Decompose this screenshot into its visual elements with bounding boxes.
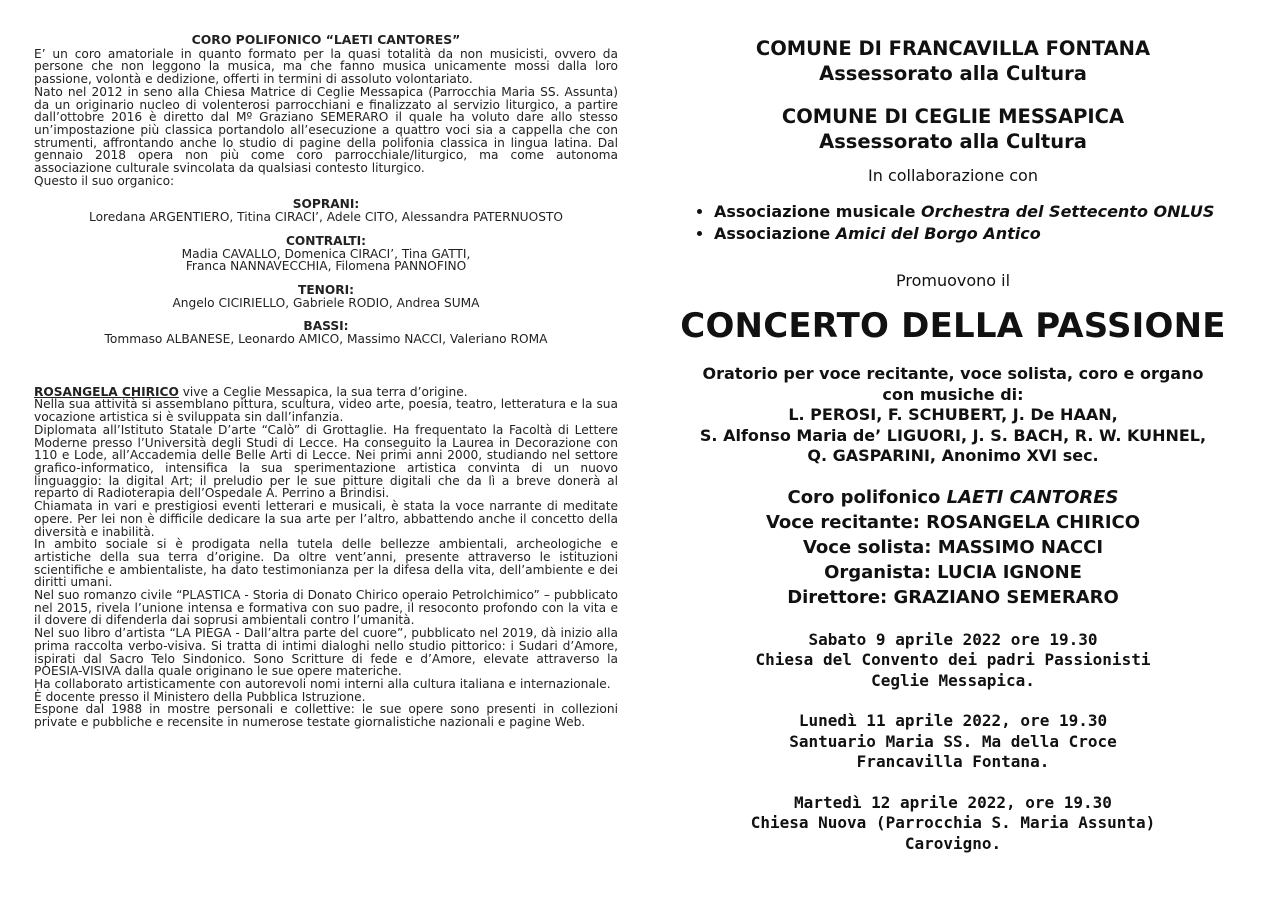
performer-line: Voce solista: MASSIMO NACCI (802, 536, 1104, 558)
association-item (714, 223, 1246, 245)
association-prefix: Associazione (714, 224, 836, 243)
association-prefix: Associazione musicale (714, 202, 922, 221)
city-line: Carovigno. (904, 833, 1002, 853)
bio-paragraph: Diplomata all’Istituto Statale D’arte “Calò” di Grottaglie. Ha frequentato la Facoltà di Lettere Moderne presso l’Università degli Studi di Lecce. Ha conseguito la Laurea in Decorazione con 110 e Lode, all’Accademia delle Belle Arti di Lecce. Nei primi anni 2000, studiando nel settore grafico-informatico, intensifica la sua sperimentazione artistica convinta di un nuovo linguaggio: la digital Art; il preludio per le sue pitture digitali che da lì a breve donerà al reparto di Radioterapia dell’Ospedale A. Perrino a Brindisi. (34, 422, 618, 501)
bio-paragraph: Nella sua attività si assemblano pittura, scultura, video arte, poesia, teatro, letteratura e la sua vocazione artistica si è sviluppata sin dall’infanzia. (34, 397, 618, 425)
bio-paragraph: Ha collaborato artisticamente con autorevoli nomi interni alla cultura italiana e internazionale. (34, 676, 611, 691)
bio-first-line: vive a Ceglie Messapica, la sua terra d’origine. (178, 384, 468, 399)
intro-paragraph: Questo il suo organico: (34, 173, 175, 188)
performer-line: Organista: LUCIA IGNONE (824, 561, 1082, 583)
assessorato-ceglie: Assessorato alla Cultura (819, 130, 1087, 153)
voice-heading-tenori: TENORI: (298, 282, 354, 297)
oratorio-line: S. Alfonso Maria de’ LIGUORI, J. S. BACH, R. W. KUHNEL, (699, 425, 1207, 445)
date-block (660, 630, 1246, 692)
venue-line: Santuario Maria SS. Ma della Croce (789, 731, 1117, 751)
comune-ceglie: COMUNE DI CEGLIE MESSAPICA (781, 105, 1125, 128)
date-line: Lunedì 11 aprile 2022, ore 19.30 (798, 711, 1108, 730)
voice-names-tenori: Angelo CICIRIELLO, Gabriele RODIO, Andrea SUMA (172, 295, 480, 310)
bio-paragraph: Nel suo romanzo civile “PLASTICA - Storia di Donato Chirico operaio Petrolchimico” – pubblicato nel 2015, rivela l’unione intensa e formativa con suo padre, il resoconto profondo con la vita e il dovere di difenderla dai soprusi ambientali contro l’umanità. (34, 588, 618, 628)
voice-heading-bassi: BASSI: (303, 319, 349, 334)
comune-francavilla: COMUNE DI FRANCAVILLA FONTANA (755, 37, 1151, 60)
bio-name: ROSANGELA CHIRICO (34, 384, 179, 399)
venue-line: Chiesa del Convento dei padri Passionisti (755, 650, 1151, 669)
association-list (660, 201, 1246, 245)
coro-prefix: Coro polifonico (787, 486, 947, 508)
date-line: Sabato 9 aprile 2022 ore 19.30 (808, 629, 1098, 649)
bio-paragraph: Nel suo libro d’artista “LA PIEGA - Dall’altra parte del cuore”, pubblicato nel 2019, dà inizio alla prima raccolta verbo-visiva. Si tratta di intimi dialoghi nello studio pittorico: i Sudari d’Amore, ispirati dal Sacro Telo Sindonico. Sono Scritture di fede e d’Amore, elevate attraverso la POESIA-VISIVA dalla quale originano le sue opere materiche. (34, 626, 618, 679)
voice-heading-soprani: SOPRANI: (292, 197, 360, 212)
bio-section (34, 386, 618, 729)
oratorio-line: con musiche di: (882, 384, 1024, 404)
oratorio-line: L. PEROSI, F. SCHUBERT, J. De HAAN, (788, 405, 1118, 424)
voice-names-bassi: Tommaso ALBANESE, Leonardo AMICO, Massimo NACCI, Valeriano ROMA (104, 332, 548, 347)
date-block (660, 793, 1246, 855)
city-line: Ceglie Messapica. (871, 670, 1035, 690)
performers (660, 485, 1246, 610)
date-block (660, 711, 1246, 773)
voice-names-contralti: Franca NANNAVECCHIA, Filomena PANNOFINO (185, 259, 467, 274)
collaboration-label: In collaborazione con (868, 166, 1038, 185)
bio-paragraph: È docente presso il Ministero della Pubblica Istruzione. (34, 689, 366, 704)
assessorato-francavilla: Assessorato alla Cultura (819, 62, 1087, 85)
bio-paragraph: In ambito sociale si è prodigata nella tutela delle bellezze ambientali, archeologiche e artistiche della sua terra d’origine. Da oltre vent’anni, presente attraverso le istituzioni scientifiche e ambientaliste, ha dato testimonianza per la difesa della vita, dell’ambiente e dei diritti umani. (34, 537, 618, 590)
oratorio-line: Oratorio per voce recitante, voce solista, coro e organo (702, 364, 1204, 383)
date-line: Martedì 12 aprile 2022, ore 19.30 (794, 792, 1112, 812)
performer-line: Voce recitante: ROSANGELA CHIRICO (765, 511, 1141, 533)
oratorio-line: Q. GASPARINI, Anonimo XVI sec. (807, 446, 1099, 465)
voice-names-soprani: Loredana ARGENTIERO, Titina CIRACI’, Adele CITO, Alessandra PATERNUOSTO (89, 210, 563, 225)
venue-line: Chiesa Nuova (Parrocchia S. Maria Assunta) (750, 813, 1156, 832)
concert-title: CONCERTO DELLA PASSIONE (680, 306, 1226, 346)
bio-paragraph: Chiamata in vari e prestigiosi eventi letterari e musicali, è stata la voce narrante di meditate opere. Per lei non è difficile dedicare la sua arte per l’altro, abbattendo anche il concetto della diversità e inabilità. (34, 499, 618, 539)
bio-paragraph: Espone dal 1988 in mostre personali e collettive: le sue opere sono presenti in collezioni private e pubbliche e recensite in numerose testate giornalistiche nazionali e pagine Web. (34, 702, 618, 730)
intro-paragraph: Nato nel 2012 in seno alla Chiesa Matrice di Ceglie Messapica (Parrocchia Maria SS. Assunta) da un originario nucleo di volenterosi parrocchiani e finalizzato al servizio liturgico, a partire dall’ottobre 2016 è diretto dal Mº Graziano SEMERARO il quale ha voluto dare allo stesso un’impostazione più classica portandolo all’esecuzione a quattro voci sia a cappella che con strumenti, affrontando anche lo studio di pagine della polifonia classica in lingua latina. Dal gennaio 2018 opera non più come coro parrocchiale/liturgico, ma come autonoma associazione culturale svincolata da qualsiasi contesto liturgico. (34, 84, 618, 176)
voice-names-contralti: Madia CAVALLO, Domenica CIRACI’, Tina GATTI, (181, 246, 471, 261)
association-name: Amici del Borgo Antico (835, 224, 1041, 243)
performer-line: Direttore: GRAZIANO SEMERARO (787, 586, 1119, 608)
choir-title: CORO POLIFONICO “LAETI CANTORES” (191, 32, 461, 47)
coro-line (660, 485, 1246, 510)
right-page (660, 36, 1246, 854)
coro-name: LAETI CANTORES (946, 486, 1119, 508)
oratorio-description (660, 364, 1246, 467)
left-page (34, 34, 618, 729)
promote-label: Promuovono il (895, 271, 1011, 290)
intro-paragraph: E’ un coro amatoriale in quanto formato per la quasi totalità da non musicisti, ovvero da persone che non leggono la musica, ma che fanno musica unicamente mossi dalla loro passione, volontà e dedizione, offerti in termini di assoluto volontariato. (34, 46, 618, 87)
association-name: Orchestra del Settecento ONLUS (921, 202, 1215, 221)
association-item (714, 201, 1246, 223)
dates-section (660, 630, 1246, 855)
city-line: Francavilla Fontana. (856, 752, 1050, 771)
voice-heading-contralti: CONTRALTI: (285, 233, 367, 248)
